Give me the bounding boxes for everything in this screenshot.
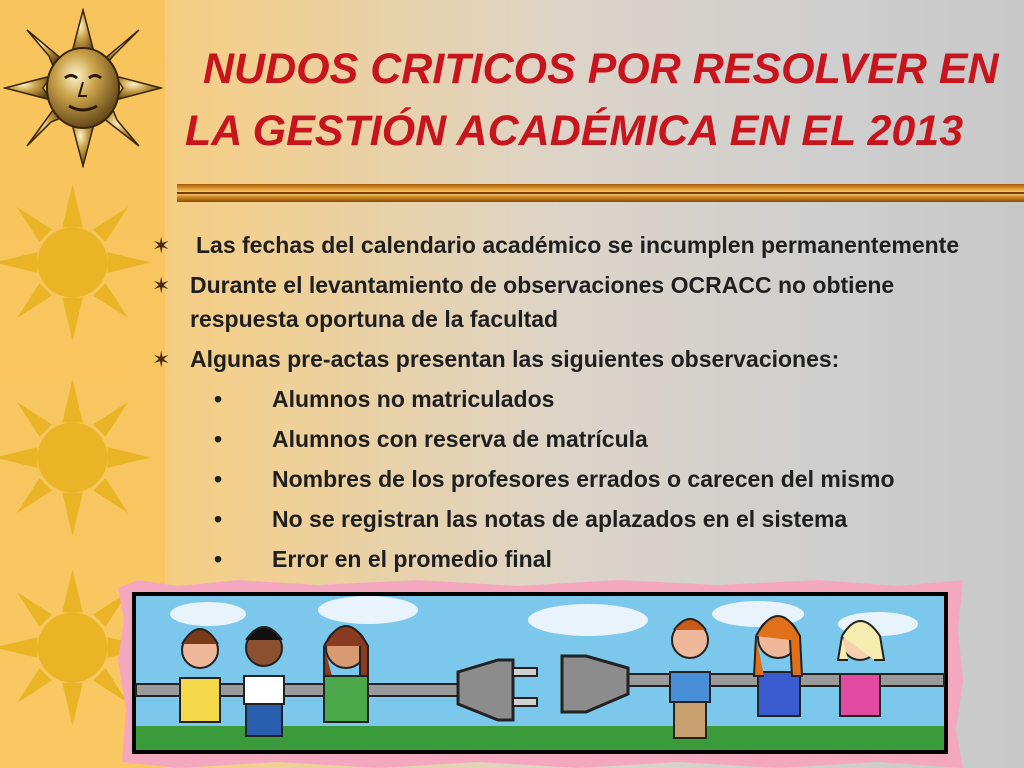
bullet-item: [152, 228, 1002, 262]
dot-bullet-icon: •: [214, 386, 223, 412]
bullet-item: [152, 268, 1002, 336]
bullet-text: Algunas pre-actas presentan las siguientes observaciones:: [190, 346, 840, 372]
star-bullet-icon: ✶: [152, 347, 171, 372]
sun-icon: [0, 375, 155, 540]
title-line-2: LA GESTIÓN ACADÉMICA EN EL 2013: [185, 107, 964, 155]
cartoon-people-pulling-plugs-illustration: [118, 580, 963, 768]
dot-bullet-icon: •: [214, 546, 223, 572]
sub-bullet-item: [152, 422, 1002, 456]
title-line-1: NUDOS CRITICOS POR RESOLVER EN: [203, 45, 999, 93]
sub-bullet-text: Nombres de los profesores errados o carecen del mismo: [272, 466, 895, 492]
dot-bullet-icon: •: [214, 506, 223, 532]
bullet-item: [152, 342, 1002, 376]
slide-body: [152, 228, 1002, 582]
sub-bullet-text: Alumnos con reserva de matrícula: [272, 426, 648, 452]
sub-bullet-text: Alumnos no matriculados: [272, 386, 555, 412]
sub-bullet-text: Error en el promedio final: [272, 546, 552, 572]
sub-bullet-item: [152, 542, 1002, 576]
gold-divider-rule: [177, 184, 1024, 202]
star-bullet-icon: ✶: [152, 273, 171, 298]
bullet-text: Las fechas del calendario académico se incumplen permanentemente: [196, 232, 960, 258]
metal-sun-face-icon: [3, 8, 163, 168]
bullet-text: Durante el levantamiento de observaciones OCRACC no obtiene respuesta oportuna de la facultad: [190, 272, 895, 332]
star-bullet-icon: ✶: [152, 233, 171, 258]
sun-icon: [0, 180, 155, 345]
slide-title: [185, 38, 1005, 162]
sub-bullet-text: No se registran las notas de aplazados en el sistema: [272, 506, 848, 532]
dot-bullet-icon: •: [214, 466, 223, 492]
dot-bullet-icon: •: [214, 426, 223, 452]
sub-bullet-item: [152, 382, 1002, 416]
sub-bullet-item: [152, 462, 1002, 496]
sub-bullet-item: [152, 502, 1002, 536]
